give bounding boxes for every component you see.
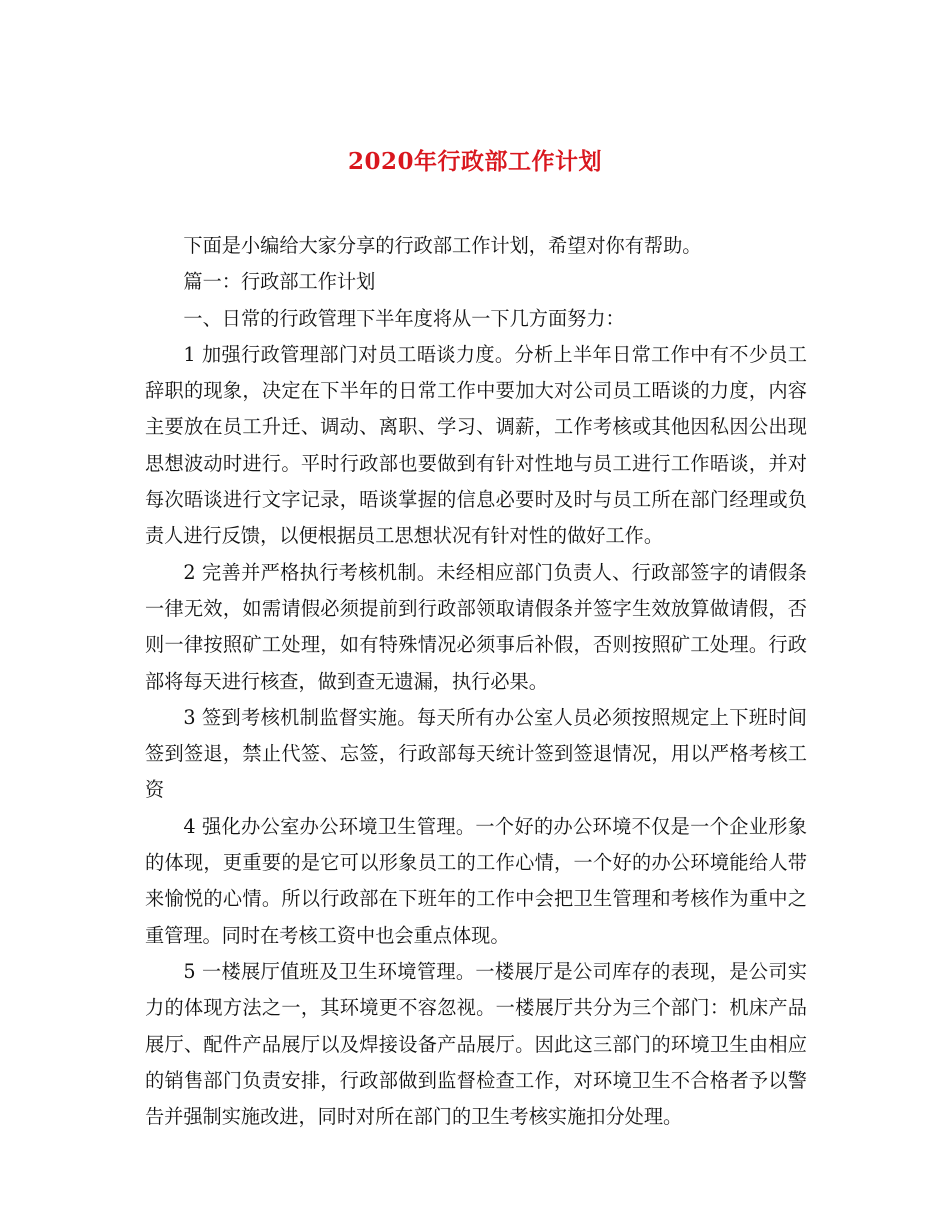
- document-body: [145, 228, 807, 1135]
- item-1-paragraph: 1 加强行政管理部门对员工晤谈力度。分析上半年日常工作中有不少员工辞职的现象，决定在下半年的日常工作中要加大对公司员工晤谈的力度，内容主要放在员工升迁、调动、离职、学习、调薪，工作考核或其他因私因公出现思想波动时进行。平时行政部也要做到有针对性地与员工进行工作晤谈，并对每次晤谈进行文字记录，晤谈掌握的信息必要时及时与员工所在部门经理或负责人进行反馈，以便根据员工思想状况有针对性的做好工作。: [145, 342, 807, 548]
- document-title: 2020年行政部工作计划: [347, 148, 602, 175]
- item-2-paragraph: 2 完善并严格执行考核机制。未经相应部门负责人、行政部签字的请假条一律无效，如需请假必须提前到行政部领取请假条并签字生效放算做请假，否则一律按照矿工处理，如有特殊情况必须事后补假，否则按照矿工处理。行政部将每天进行核查，做到查无遗漏，执行必果。: [145, 560, 807, 693]
- intro-paragraph: 下面是小编给大家分享的行政部工作计划，希望对你有帮助。: [183, 234, 702, 257]
- item-3-paragraph: 3 签到考核机制监督实施。每天所有办公室人员必须按照规定上下班时间签到签退，禁止代签、忘签，行政部每天统计签到签退情况，用以严格考核工资: [145, 705, 807, 802]
- section-heading: 篇一：行政部工作计划: [183, 270, 376, 294]
- item-4-paragraph: 4 强化办公室办公环境卫生管理。一个好的办公环境不仅是一个企业形象的体现，更重要的是它可以形象员工的工作心情，一个好的办公环境能给人带来愉悦的心情。所以行政部在下班年的工作中会把卫生管理和考核作为重中之重管理。同时在考核工资中也会重点体现。: [145, 814, 807, 947]
- item-5-paragraph: 5 一楼展厅值班及卫生环境管理。一楼展厅是公司库存的表现，是公司实力的体现方法之一，其环境更不容忽视。一楼展厅共分为三个部门：机床产品展厅、配件产品展厅以及焊接设备产品展厅。因此这三部门的环境卫生由相应的销售部门负责安排，行政部做到监督检查工作，对环境卫生不合格者予以警告并强制实施改进，同时对所在部门的卫生考核实施扣分处理。: [145, 959, 807, 1129]
- subsection-heading: 一、日常的行政管理下半年度将从一下几方面努力：: [183, 306, 625, 330]
